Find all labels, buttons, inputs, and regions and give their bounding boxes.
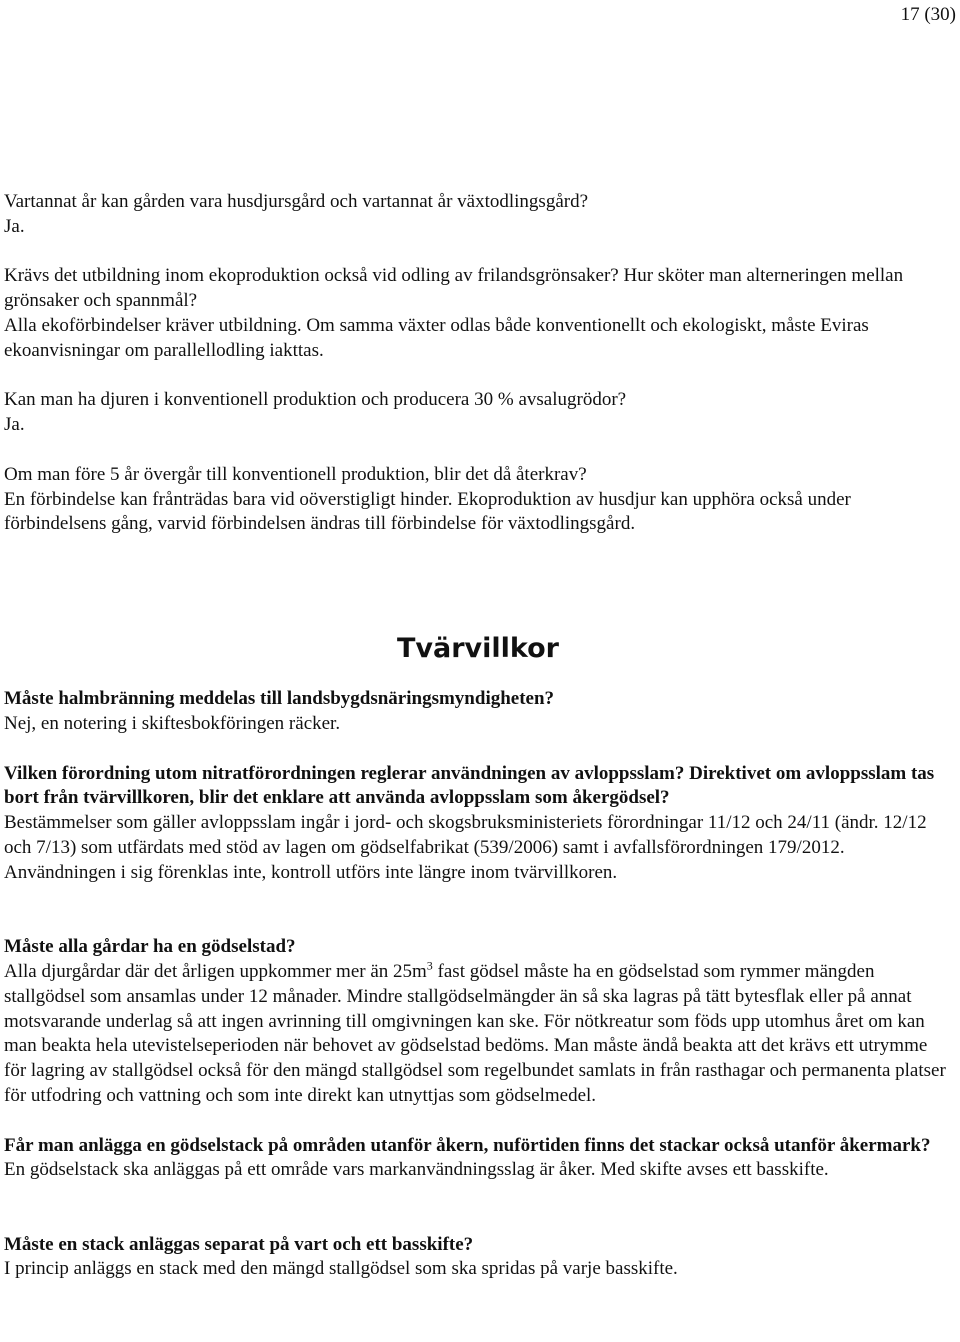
question-straw-burning: Måste halmbränning meddelas till landsbygdsnäringsmyndigheten? bbox=[4, 688, 555, 710]
answer-stack-per-parcel: I princip anläggs en stack med den mängd stallgödsel som ska spridas på varje basskifte. bbox=[4, 1258, 678, 1280]
question-sewage-sludge: Vilken förordning utom nitratförordningen reglerar användningen av avloppsslam? Direktivet om avloppsslam tas bort från tvärvillkoren, blir det enklare att använda avloppsslam som åkergödsel? bbox=[4, 762, 935, 809]
section-heading: Tvärvillkor bbox=[396, 633, 559, 665]
answer-alternating-farm: Ja. bbox=[4, 215, 25, 237]
question-conventional-animals: Kan man ha djuren i konventionell produktion och producera 30 % avsalugrödor? bbox=[4, 389, 627, 411]
answer-recovery: En förbindelse kan frånträdas bara vid oöverstigligt hinder. Ekoproduktion av husdjur kan upphöra också under förbindelsens gång, varvid förbindelsen ändras till förbindelse för växtodlingsgård. bbox=[4, 488, 851, 535]
question-manure-storage: Måste alla gårdar ha en gödselstad? bbox=[4, 936, 296, 958]
question-alternating-farm: Vartannat år kan gården vara husdjursgård och vartannat år växtodlingsgård? bbox=[4, 191, 589, 212]
question-training-vegetables: Krävs det utbildning inom ekoproduktion också vid odling av frilandsgrönsaker? Hur sköter man alterneringen mellan grönsaker och spannmål? bbox=[4, 265, 904, 312]
document-body bbox=[4, 190, 952, 1282]
question-recovery: Om man före 5 år övergår till konventionell produktion, blir det då återkrav? bbox=[4, 463, 587, 485]
answer-manure-storage-start: Alla djurgårdar där det årligen uppkommer mer än 25m bbox=[4, 960, 427, 982]
question-stack-per-parcel: Måste en stack anläggas separat på vart och ett basskifte? bbox=[4, 1233, 474, 1255]
page-number: 17 (30) bbox=[900, 4, 956, 25]
answer-manure-stack-location: En gödselstack ska anläggas på ett område vars markanvändningsslag är åker. Med skifte avses ett basskifte. bbox=[4, 1159, 829, 1181]
answer-sewage-sludge: Bestämmelser som gäller avloppsslam ingår i jord- och skogsbruksministeriets förordningar 11/12 och 24/11 (ändr. 12/12 och 7/13) som utfärdats med stöd av lagen om gödselfabrikat (539/2006) samt i avfallsförordningen 179/2012. Användningen i sig förenklas inte, kontroll utförs inte längre inom tvärvillkoren. bbox=[4, 812, 927, 883]
superscript-cubed: 3 bbox=[426, 958, 433, 973]
answer-training-vegetables: Alla ekoförbindelser kräver utbildning. Om samma växter odlas både konventionellt och ekologiskt, måste Eviras ekoanvisningar om parallellodling iakttas. bbox=[4, 314, 869, 361]
answer-manure-storage-rest: fast gödsel måste ha en gödselstad som rymmer mängden stallgödsel som ansamlas under 12 månader. Mindre stallgödselmängder än så ska lagras på tätt bytesflak eller på annat motsvarande underlag så att ingen avrinning till omgivningen kan ske. För nötkreatur som föds upp utomhus året om kan man beakta hela utevistelseperioden när behovet av gödselstad bedöms. Man måste ändå beakta att det krävs ett utrymme för lagring av stallgödsel också för den mängd stallgödsel som regelbundet samlats in från rasthagar och permanenta platser för utfodring och vattning och som inte direkt kan utnyttjas som gödselmedel. bbox=[4, 960, 946, 1106]
answer-manure-storage bbox=[4, 960, 952, 1109]
answer-straw-burning: Nej, en notering i skiftesbokföringen räcker. bbox=[4, 712, 341, 734]
question-manure-stack-location: Får man anlägga en gödselstack på områden utanför åkern, nuförtiden finns det stackar också utanför åkermark? bbox=[4, 1134, 931, 1156]
answer-conventional-animals: Ja. bbox=[4, 414, 25, 436]
